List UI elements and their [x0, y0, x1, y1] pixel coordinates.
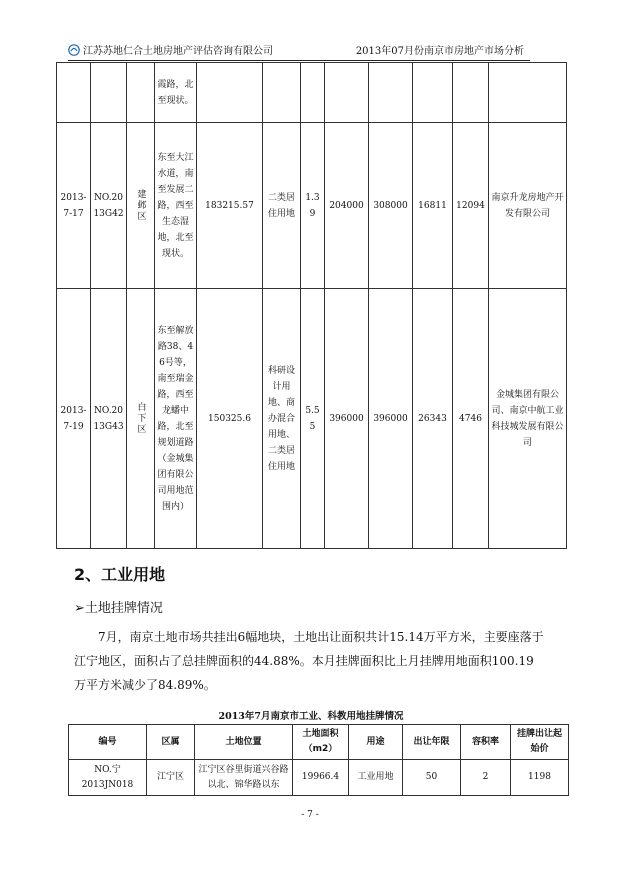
cell-deal-price: 396000 — [369, 289, 413, 549]
cell-code: NO.2013G42 — [91, 123, 127, 289]
cell-code: NO.2013G43 — [91, 289, 127, 549]
cell-date: 2013-7-17 — [57, 123, 91, 289]
table-cell: 江宁区谷里街道兴谷路以北、锦华路以东 — [195, 760, 293, 796]
cell-deal-price: 308000 — [369, 123, 413, 289]
header-cell: 容积率 — [461, 725, 511, 760]
header-report-title: 2013年07月份南京市房地产市场分析 — [355, 46, 524, 57]
header-cell: 土地面积（m2） — [293, 725, 349, 760]
cell-use: 科研设计用地、商办混合用地、二类居住用地 — [263, 289, 301, 549]
cell-deal-price — [369, 63, 413, 123]
cell-location: 东至大江水道，南至发展二路，西至生态湿地，北至现状。 — [155, 123, 197, 289]
cell-district: 白下区 — [127, 289, 155, 549]
cell-start-price: 396000 — [325, 289, 369, 549]
cell-district — [127, 63, 155, 123]
body-paragraph: 7月，南京土地市场共挂出6幅地块，土地出让面积共计15.14万平方米，主要座落于江宁地区，面积占了总挂牌面积的44.88%。本月挂牌面积比上月挂牌用地面积100.19万平方米减少了84.89%。 — [74, 630, 544, 692]
header-cell: 出让年限 — [403, 725, 461, 760]
cell-buyer: 南京升龙房地产开发有限公司 — [489, 123, 567, 289]
header-company: 江苏苏地仁合土地房地产评估咨询有限公司 — [83, 46, 273, 57]
cell-start-price — [325, 63, 369, 123]
table-row — [57, 123, 567, 289]
header-cell: 挂牌出让起始价 — [511, 725, 569, 760]
cell-use — [263, 63, 301, 123]
header-cell: 土地位置 — [195, 725, 293, 760]
cell-area — [197, 63, 263, 123]
cell-area: 150325.6 — [197, 289, 263, 549]
cell-start-price: 204000 — [325, 123, 369, 289]
subsection-heading: ➢土地挂牌情况 — [74, 601, 163, 616]
page-number: - 7 - — [301, 810, 319, 820]
header-rule — [68, 60, 530, 61]
cell-date: 2013-7-19 — [57, 289, 91, 549]
company-logo-icon — [68, 44, 80, 56]
cell-floor-price: 16811 — [413, 123, 453, 289]
cell-ratio: 1.39 — [301, 123, 325, 289]
table-cell: 1198 — [511, 760, 569, 796]
cell-floor-price — [413, 63, 453, 123]
cell-floor-price: 26343 — [413, 289, 453, 549]
cell-buyer — [489, 63, 567, 123]
header-cell: 区属 — [147, 725, 195, 760]
cell-premium: 12094 — [453, 123, 489, 289]
header-left — [68, 42, 273, 57]
table-cell: 2 — [461, 760, 511, 796]
table-row — [57, 289, 567, 549]
cell-area: 183215.57 — [197, 123, 263, 289]
table-cell: 江宁区 — [147, 760, 195, 796]
cell-code — [91, 63, 127, 123]
table-row — [57, 63, 567, 123]
table-cell: NO.宁2013JN018 — [69, 760, 147, 796]
table-caption: 2013年7月南京市工业、科教用地挂牌情况 — [218, 711, 404, 722]
table-cell: 50 — [403, 760, 461, 796]
cell-date — [57, 63, 91, 123]
cell-location: 霞路，北至现状。 — [155, 63, 197, 123]
cell-district: 建邺区 — [127, 123, 155, 289]
table-cell: 工业用地 — [349, 760, 403, 796]
cell-premium: 4746 — [453, 289, 489, 549]
cell-use: 二类居住用地 — [263, 123, 301, 289]
header-cell: 编号 — [69, 725, 147, 760]
cell-location: 东至解放路38、46号等，南至瑞金路，西至龙蟠中路，北至规划道路（金城集团有限公司用地范围内） — [155, 289, 197, 549]
cell-ratio: 5.55 — [301, 289, 325, 549]
header-cell: 用途 — [349, 725, 403, 760]
land-deal-table — [56, 62, 567, 549]
industrial-land-table — [68, 724, 569, 796]
table-header-row — [69, 725, 569, 760]
page-header — [68, 38, 530, 58]
section-heading: 2、工业用地 — [74, 565, 166, 584]
cell-premium — [453, 63, 489, 123]
cell-buyer: 金城集团有限公司、南京中航工业科技城发展有限公司 — [489, 289, 567, 549]
table-row — [69, 760, 569, 796]
cell-ratio — [301, 63, 325, 123]
table-cell: 19966.4 — [293, 760, 349, 796]
